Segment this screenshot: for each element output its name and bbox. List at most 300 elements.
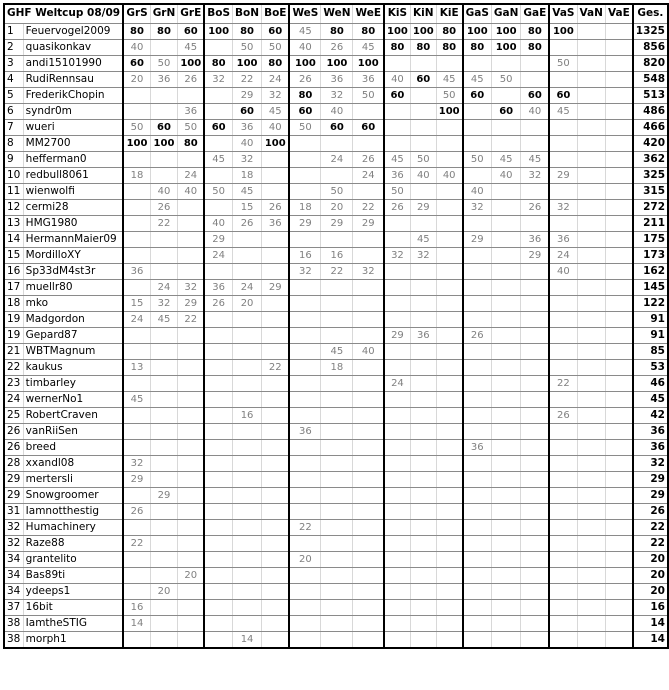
points-cell (521, 407, 549, 423)
points-cell (463, 55, 492, 71)
points-cell: 26 (123, 503, 150, 519)
total-cell: 16 (633, 599, 668, 615)
points-cell (521, 567, 549, 583)
rank-cell: 37 (4, 599, 23, 615)
event-header-grn: GrN (150, 4, 178, 23)
table-row (4, 151, 668, 167)
points-cell (289, 295, 320, 311)
points-cell (549, 391, 577, 407)
points-cell (491, 199, 521, 215)
points-cell: 45 (491, 151, 521, 167)
points-cell: 80 (384, 39, 410, 55)
points-cell (521, 599, 549, 615)
points-cell (410, 423, 436, 439)
player-name-cell: Iamnotthestig (23, 503, 123, 519)
points-cell (233, 471, 262, 487)
points-cell (605, 327, 632, 343)
points-cell (577, 551, 605, 567)
points-cell (321, 327, 353, 343)
points-cell: 32 (521, 167, 549, 183)
points-cell: 32 (463, 199, 492, 215)
points-cell: 80 (436, 39, 462, 55)
points-cell (463, 519, 492, 535)
points-cell: 18 (289, 199, 320, 215)
points-cell (521, 439, 549, 455)
points-cell (233, 247, 262, 263)
points-cell (463, 119, 492, 135)
table-row (4, 615, 668, 631)
points-cell (123, 439, 150, 455)
points-cell (178, 231, 204, 247)
points-cell (204, 39, 232, 55)
points-cell (549, 119, 577, 135)
points-cell (577, 119, 605, 135)
points-cell (436, 423, 462, 439)
player-name-cell: 16bit (23, 599, 123, 615)
points-cell: 18 (123, 167, 150, 183)
points-cell (178, 487, 204, 503)
points-cell (353, 135, 384, 151)
points-cell: 32 (123, 455, 150, 471)
total-cell: 20 (633, 567, 668, 583)
player-name-cell: RobertCraven (23, 407, 123, 423)
points-cell (577, 375, 605, 391)
points-cell: 60 (123, 55, 150, 71)
table-row (4, 87, 668, 103)
points-cell (353, 359, 384, 375)
table-row (4, 183, 668, 199)
total-cell: 32 (633, 455, 668, 471)
points-cell (321, 231, 353, 247)
points-cell (384, 583, 410, 599)
points-cell (491, 327, 521, 343)
table-row (4, 631, 668, 648)
player-name-cell: Bas89ti (23, 567, 123, 583)
points-cell (233, 567, 262, 583)
points-cell (321, 279, 353, 295)
points-cell (521, 183, 549, 199)
points-cell (549, 327, 577, 343)
points-cell (491, 135, 521, 151)
points-cell: 32 (549, 199, 577, 215)
points-cell: 45 (123, 391, 150, 407)
points-cell (262, 455, 290, 471)
points-cell (577, 583, 605, 599)
points-cell (384, 295, 410, 311)
points-cell: 60 (521, 87, 549, 103)
player-name-cell: MordilloXY (23, 247, 123, 263)
table-row (4, 295, 668, 311)
points-cell (262, 311, 290, 327)
table-row (4, 103, 668, 119)
points-cell: 36 (178, 103, 204, 119)
points-cell: 80 (436, 23, 462, 39)
table-row (4, 279, 668, 295)
table-row (4, 39, 668, 55)
points-cell (321, 455, 353, 471)
points-cell (384, 135, 410, 151)
points-cell: 80 (321, 23, 353, 39)
rank-cell: 31 (4, 503, 23, 519)
player-name-cell: vanRiiSen (23, 423, 123, 439)
points-cell (353, 327, 384, 343)
table-row (4, 439, 668, 455)
points-cell (491, 375, 521, 391)
points-cell: 40 (463, 183, 492, 199)
player-name-cell: WBTMagnum (23, 343, 123, 359)
points-cell (491, 615, 521, 631)
points-cell: 50 (233, 39, 262, 55)
points-cell (605, 39, 632, 55)
points-cell: 16 (321, 247, 353, 263)
points-cell (549, 39, 577, 55)
points-cell (436, 55, 462, 71)
points-cell (353, 439, 384, 455)
event-header-bos: BoS (204, 4, 232, 23)
player-name-cell: MM2700 (23, 135, 123, 151)
total-cell: 122 (633, 295, 668, 311)
points-cell: 36 (262, 215, 290, 231)
points-cell: 100 (150, 135, 178, 151)
points-cell (262, 167, 290, 183)
points-cell: 60 (178, 23, 204, 39)
points-cell (353, 535, 384, 551)
points-cell (123, 103, 150, 119)
points-cell (605, 615, 632, 631)
points-cell (384, 535, 410, 551)
player-name-cell: breed (23, 439, 123, 455)
points-cell (384, 503, 410, 519)
points-cell (549, 631, 577, 648)
points-cell: 50 (289, 119, 320, 135)
points-cell: 36 (150, 71, 178, 87)
player-name-cell: wernerNo1 (23, 391, 123, 407)
points-cell (436, 327, 462, 343)
points-cell (150, 247, 178, 263)
points-cell (384, 407, 410, 423)
points-cell (384, 471, 410, 487)
points-cell: 50 (178, 119, 204, 135)
points-cell (178, 599, 204, 615)
points-cell: 36 (410, 327, 436, 343)
points-cell (123, 375, 150, 391)
table-row (4, 599, 668, 615)
points-cell (491, 359, 521, 375)
points-cell: 16 (289, 247, 320, 263)
points-cell (491, 631, 521, 648)
points-cell: 32 (410, 247, 436, 263)
points-cell (321, 615, 353, 631)
player-name-cell: redbull8061 (23, 167, 123, 183)
points-cell (605, 503, 632, 519)
points-cell (123, 247, 150, 263)
points-cell (521, 327, 549, 343)
table-row (4, 231, 668, 247)
points-cell (150, 103, 178, 119)
player-name-cell: IamtheSTIG (23, 615, 123, 631)
points-cell: 29 (233, 87, 262, 103)
player-name-cell: cermi28 (23, 199, 123, 215)
points-cell (178, 503, 204, 519)
points-cell: 60 (410, 71, 436, 87)
points-cell (549, 151, 577, 167)
points-cell: 100 (549, 23, 577, 39)
points-cell (262, 151, 290, 167)
points-cell (491, 87, 521, 103)
points-cell (491, 407, 521, 423)
points-cell (463, 551, 492, 567)
rank-cell: 22 (4, 359, 23, 375)
points-cell (436, 359, 462, 375)
points-cell (436, 151, 462, 167)
points-cell (577, 279, 605, 295)
points-cell (384, 279, 410, 295)
points-cell (262, 423, 290, 439)
table-row (4, 199, 668, 215)
points-cell (410, 551, 436, 567)
points-cell (463, 599, 492, 615)
points-cell (204, 615, 232, 631)
points-cell: 29 (289, 215, 320, 231)
total-cell: 36 (633, 439, 668, 455)
player-name-cell: hefferman0 (23, 151, 123, 167)
points-cell: 32 (321, 87, 353, 103)
points-cell: 20 (178, 567, 204, 583)
points-cell (321, 295, 353, 311)
points-cell (150, 567, 178, 583)
points-cell (463, 487, 492, 503)
points-cell: 45 (150, 311, 178, 327)
table-row (4, 567, 668, 583)
points-cell: 32 (150, 295, 178, 311)
points-cell (577, 343, 605, 359)
rank-cell: 15 (4, 247, 23, 263)
points-cell (605, 71, 632, 87)
points-cell (549, 535, 577, 551)
points-cell (289, 439, 320, 455)
points-cell (605, 23, 632, 39)
points-cell (549, 423, 577, 439)
points-cell (577, 567, 605, 583)
points-cell (410, 391, 436, 407)
points-cell (233, 455, 262, 471)
points-cell (410, 55, 436, 71)
points-cell (353, 247, 384, 263)
points-cell (150, 391, 178, 407)
total-cell: 820 (633, 55, 668, 71)
standings-table-wrapper (3, 3, 669, 649)
points-cell (204, 167, 232, 183)
event-header-kis: KiS (384, 4, 410, 23)
points-cell: 26 (463, 327, 492, 343)
total-cell: 22 (633, 519, 668, 535)
points-cell (262, 567, 290, 583)
points-cell (289, 631, 320, 648)
points-cell (549, 439, 577, 455)
points-cell (577, 23, 605, 39)
points-cell (321, 311, 353, 327)
points-cell (178, 423, 204, 439)
points-cell (353, 391, 384, 407)
points-cell (123, 407, 150, 423)
points-cell (463, 407, 492, 423)
rank-cell: 13 (4, 215, 23, 231)
points-cell (178, 87, 204, 103)
points-cell (262, 263, 290, 279)
total-cell: 14 (633, 631, 668, 648)
points-cell (577, 135, 605, 151)
event-header-gas: GaS (463, 4, 492, 23)
player-name-cell: xxandl08 (23, 455, 123, 471)
points-cell (150, 535, 178, 551)
rank-cell: 4 (4, 71, 23, 87)
points-cell: 24 (353, 167, 384, 183)
player-name-cell: wienwolfi (23, 183, 123, 199)
points-cell: 24 (549, 247, 577, 263)
points-cell (178, 407, 204, 423)
points-cell (204, 599, 232, 615)
points-cell: 100 (491, 23, 521, 39)
points-cell: 60 (549, 87, 577, 103)
points-cell: 36 (321, 71, 353, 87)
points-cell (289, 343, 320, 359)
points-cell (491, 567, 521, 583)
points-cell (577, 535, 605, 551)
points-cell: 24 (321, 151, 353, 167)
points-cell: 36 (521, 231, 549, 247)
points-cell (321, 583, 353, 599)
points-cell: 40 (178, 183, 204, 199)
points-cell (150, 423, 178, 439)
points-cell (549, 215, 577, 231)
points-cell (384, 439, 410, 455)
points-cell (150, 439, 178, 455)
points-cell (150, 39, 178, 55)
points-cell (605, 311, 632, 327)
points-cell (436, 455, 462, 471)
points-cell (262, 183, 290, 199)
rank-cell: 32 (4, 519, 23, 535)
points-cell: 60 (491, 103, 521, 119)
points-cell (150, 263, 178, 279)
points-cell (262, 615, 290, 631)
points-cell (605, 455, 632, 471)
points-cell (605, 263, 632, 279)
points-cell (204, 535, 232, 551)
points-cell (605, 439, 632, 455)
points-cell (150, 551, 178, 567)
points-cell: 45 (353, 39, 384, 55)
table-row (4, 503, 668, 519)
points-cell (204, 199, 232, 215)
points-cell: 40 (491, 167, 521, 183)
points-cell: 29 (353, 215, 384, 231)
points-cell (605, 375, 632, 391)
points-cell (204, 439, 232, 455)
points-cell: 50 (491, 71, 521, 87)
points-cell (178, 199, 204, 215)
points-cell (289, 311, 320, 327)
points-cell (549, 359, 577, 375)
points-cell: 40 (436, 167, 462, 183)
points-cell (577, 423, 605, 439)
points-cell (289, 535, 320, 551)
points-cell (384, 519, 410, 535)
points-cell: 22 (123, 535, 150, 551)
player-name-cell: syndr0m (23, 103, 123, 119)
points-cell (577, 599, 605, 615)
points-cell (384, 551, 410, 567)
points-cell (204, 471, 232, 487)
points-cell (410, 455, 436, 471)
points-cell (233, 551, 262, 567)
points-cell (150, 503, 178, 519)
points-cell (150, 631, 178, 648)
points-cell (262, 439, 290, 455)
points-cell (353, 551, 384, 567)
points-cell (605, 407, 632, 423)
points-cell (123, 151, 150, 167)
points-cell (436, 135, 462, 151)
total-cell: 20 (633, 551, 668, 567)
player-name-cell: Feuervogel2009 (23, 23, 123, 39)
points-cell: 50 (204, 183, 232, 199)
points-cell (178, 327, 204, 343)
points-cell (262, 599, 290, 615)
rank-cell: 16 (4, 263, 23, 279)
points-cell (262, 487, 290, 503)
points-cell: 26 (233, 215, 262, 231)
points-cell (521, 631, 549, 648)
total-cell: 85 (633, 343, 668, 359)
points-cell (549, 295, 577, 311)
points-cell (384, 615, 410, 631)
event-header-vae: VaE (605, 4, 632, 23)
points-cell (384, 599, 410, 615)
points-cell (410, 439, 436, 455)
points-cell (577, 231, 605, 247)
points-cell: 60 (321, 119, 353, 135)
event-header-grs: GrS (123, 4, 150, 23)
points-cell: 80 (150, 23, 178, 39)
points-cell (353, 279, 384, 295)
points-cell: 100 (289, 55, 320, 71)
points-cell (178, 247, 204, 263)
points-cell (605, 295, 632, 311)
points-cell (150, 599, 178, 615)
points-cell: 29 (321, 215, 353, 231)
rank-cell: 34 (4, 551, 23, 567)
points-cell (321, 551, 353, 567)
points-cell (577, 439, 605, 455)
table-row (4, 71, 668, 87)
points-cell (353, 423, 384, 439)
points-cell (521, 375, 549, 391)
total-cell: 53 (633, 359, 668, 375)
points-cell (204, 455, 232, 471)
points-cell (233, 519, 262, 535)
points-cell: 50 (436, 87, 462, 103)
points-cell: 29 (549, 167, 577, 183)
points-cell: 80 (289, 87, 320, 103)
points-cell: 36 (289, 423, 320, 439)
points-cell (521, 311, 549, 327)
points-cell (233, 311, 262, 327)
points-cell (436, 295, 462, 311)
points-cell (410, 535, 436, 551)
points-cell: 20 (233, 295, 262, 311)
points-cell (353, 583, 384, 599)
